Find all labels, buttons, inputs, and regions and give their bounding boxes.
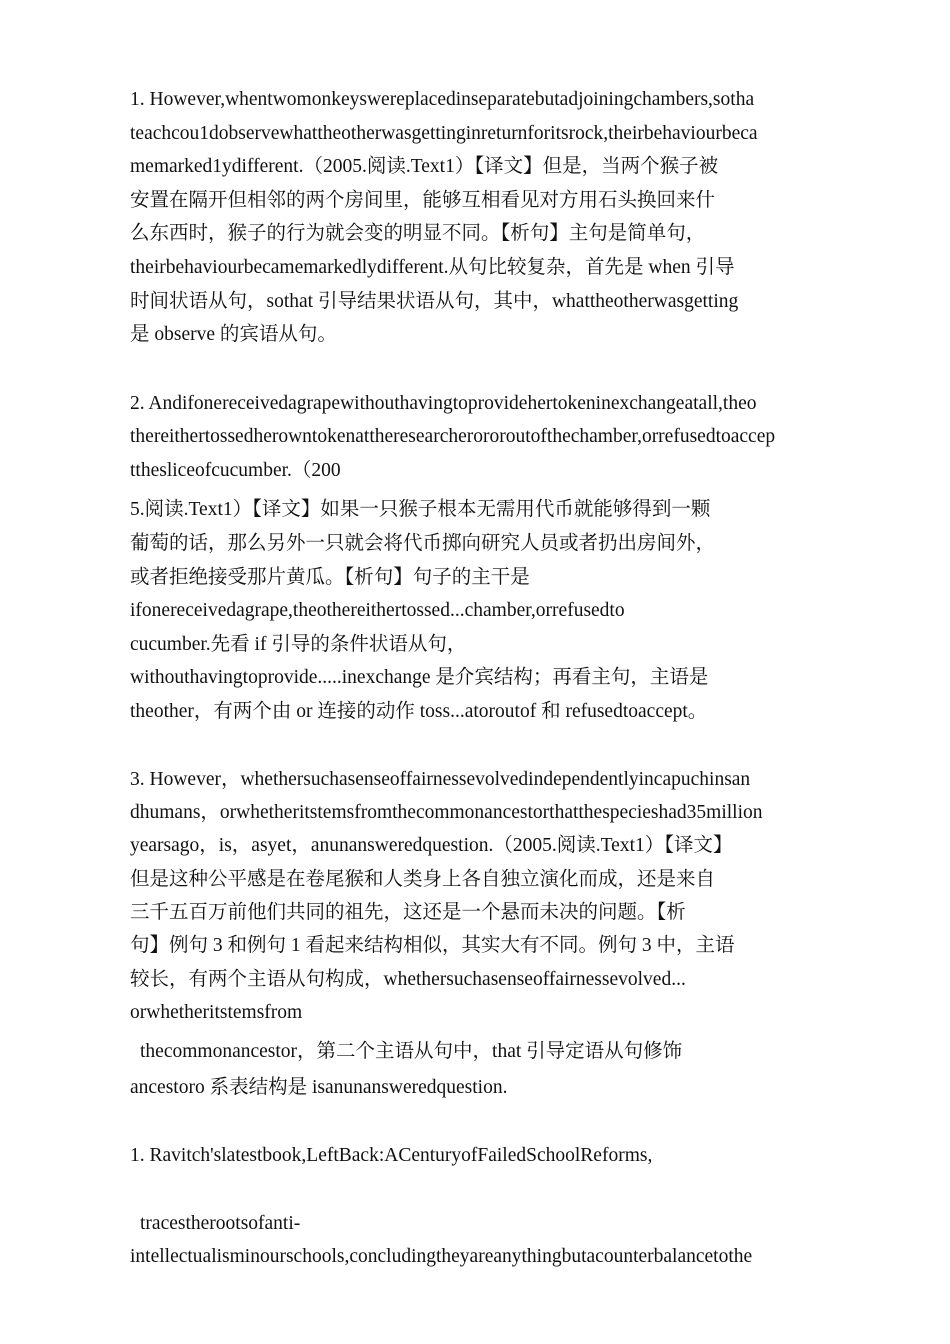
text-line: withouthavingtoprovide.....inexchange 是介宾结构；再看主句，主语是 xyxy=(130,667,709,688)
text-line: 三千五百万前他们共同的祖先，这还是一个悬而未决的问题。【析 xyxy=(130,902,686,923)
text-line: 1. However,whentwomonkeyswereplacedinseparatebutadjoiningchambers,sotha xyxy=(130,89,755,110)
text-line: orwhetheritstemsfrom xyxy=(130,1002,303,1023)
text-line: ancestorо 系表结构是 isanunansweredquestion. xyxy=(130,1077,508,1098)
text-line: teachcou1dobservewhattheotherwasgettinginreturnforitsrock,theirbehaviourbeca xyxy=(130,123,758,144)
text-line: memarked1ydifferent.（2005.阅读.Text1）【译文】但是，当两个猴子被 xyxy=(130,156,719,177)
text-line: thereithertossedherowntokenattheresearcherororoutofthechamber,orrefusedtoaccep xyxy=(130,426,776,447)
text-line: theirbehaviourbecamemarkedlydifferent.从句比较复杂，首先是 when 引导 xyxy=(130,257,735,278)
text-line: tthesliceofcucumber.（200 xyxy=(130,460,341,481)
text-line: 3. However，whethersuchasenseoffairnessevolvedindependentlyincapuchinsan xyxy=(130,769,751,790)
text-line: 或者拒绝接受那片黄瓜。【析句】句子的主干是 xyxy=(130,567,530,588)
text-line: intellectualisminourschools,concludingtheyareanythingbutacounterbalancetothe xyxy=(130,1246,753,1267)
text-line: 较长，有两个主语从句构成，whethersuchasenseoffairnessevolved... xyxy=(130,969,686,990)
text-line: 安置在隔开但相邻的两个房间里，能够互相看见对方用石头换回来什 xyxy=(130,190,716,211)
text-line: 是 observe 的宾语从句。 xyxy=(130,324,337,345)
text-line: thecommonancestor，第二个主语从句中，that 引导定语从句修饰 xyxy=(140,1041,683,1062)
text-line: 但是这种公平感是在卷尾猴和人类身上各自独立演化而成，还是来自 xyxy=(130,869,716,890)
text-line: theother，有两个由 or 连接的动作 toss...atoroutof 和 refusedtoaccept。 xyxy=(130,701,708,722)
text-line: 么东西时，猴子的行为就会变的明显不同。【析句】主句是简单句， xyxy=(130,223,706,244)
text-line: dhumans，orwhetheritstemsfromthecommonancestorthatthespecieshad35million xyxy=(130,802,763,823)
text-line: yearsago，is，asyet，anunansweredquestion.（2005.阅读.Text1）【译文】 xyxy=(130,835,733,856)
text-line: 1. Ravitch'slatestbook,LeftBack:ACenturyofFailedSchoolReforms, xyxy=(130,1145,653,1166)
text-line: 句】例句 3 和例句 1 看起来结构相似，其实大有不同。例句 3 中，主语 xyxy=(130,935,735,956)
text-line: cucumber.先看 if 引导的条件状语从句， xyxy=(130,634,467,655)
text-line: 时间状语从句，sothat 引导结果状语从句，其中，whattheotherwasgetting xyxy=(130,291,739,312)
text-line: 2. Andifonereceivedagrapewithouthavingtoprovidehertokeninexchangeatall,theo xyxy=(130,393,757,414)
text-line: 葡萄的话，那么另外一只就会将代币掷向研究人员或者扔出房间外， xyxy=(130,533,716,554)
text-line: tracestherootsofanti- xyxy=(140,1213,301,1234)
text-line: ifonereceivedagrape,theothereithertossed...chamber,orrefusedto xyxy=(130,600,625,621)
text-line: 5.阅读.Text1）【译文】如果一只猴子根本无需用代币就能够得到一颗 xyxy=(130,499,711,520)
